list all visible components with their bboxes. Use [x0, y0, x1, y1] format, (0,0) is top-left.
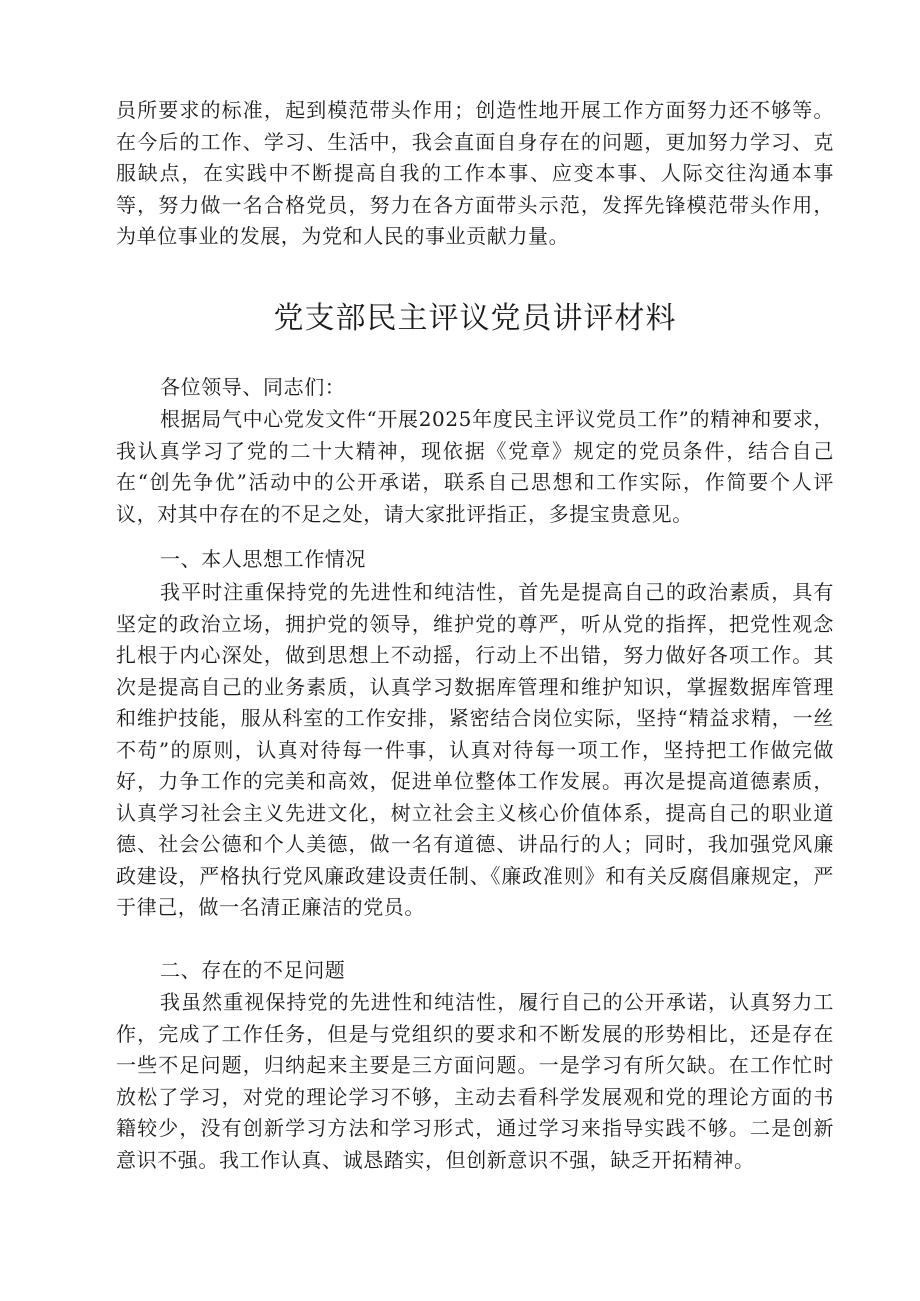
section-body-1: 我平时注重保持党的先进性和纯洁性，首先是提高自己的政治素质，具有坚定的政治立场，拥护党的领导，维护党的尊严，听从党的指挥，把党性观念扎根于内心深处，做到思想上不动摇，行动上不出错，努力做好各项工作。其次是提高自己的业务素质，认真学习数据库管理和维护知识，掌握数据库管理和维护技能，服从科室的工作安排，紧密结合岗位实际，坚持“精益求精，一丝不苟”的原则，认真对待每一件事，认真对待每一项工作，坚持把工作做完做好，力争工作的完美和高效，促进单位整体工作发展。再次是提高道德素质，认真学习社会主义先进文化，树立社会主义核心价值体系，提高自己的职业道德、社会公德和个人美德，做一名有道德、讲品行的人；同时，我加强党风廉政建设，严格执行党风廉政建设责任制、《廉政准则》和有关反腐倡廉规定，严于律己，做一名清正廉洁的党员。 [116, 580, 834, 919]
continuation-paragraph: 员所要求的标准，起到模范带头作用；创造性地开展工作方面努力还不够等。在今后的工作、学习、生活中，我会直面自身存在的问题，更加努力学习、克服缺点，在实践中不断提高自我的工作本事、应变本事、人际交往沟通本事等，努力做一名合格党员，努力在各方面带头示范，发挥先锋模范带头作用，为单位事业的发展，为党和人民的事业贡献力量。 [116, 98, 834, 248]
document-title: 党支部民主评议党员讲评材料 [273, 301, 677, 336]
intro-paragraph: 根据局气中心党发文件“开展2025年度民主评议党员工作”的精神和要求，我认真学习了党的二十大精神，现依据《党章》规定的党员条件，结合自己在“创先争优”活动中的公开承诺，联系自己思想和工作实际，作简要个人评议，对其中存在的不足之处，请大家批评指正，多提宝贵意见。 [116, 407, 834, 526]
section-body-2: 我虽然重视保持党的先进性和纯洁性，履行自己的公开承诺，认真努力工作，完成了工作任务，但是与党组织的要求和不断发展的形势相比，还是存在一些不足问题，归纳起来主要是三方面问题。一是学习有所欠缺。在工作忙时放松了学习，对党的理论学习不够，主动去看科学发展观和党的理论方面的书籍较少，没有创新学习方法和学习形式，通过学习来指导实践不够。二是创新意识不强。我工作认真、诚恳踏实，但创新意识不强，缺乏开拓精神。 [116, 990, 834, 1172]
section-heading-1: 一、本人思想工作情况 [160, 547, 366, 571]
greeting: 各位领导、同志们： [160, 375, 346, 399]
section-heading-2: 二、存在的不足问题 [160, 958, 346, 982]
